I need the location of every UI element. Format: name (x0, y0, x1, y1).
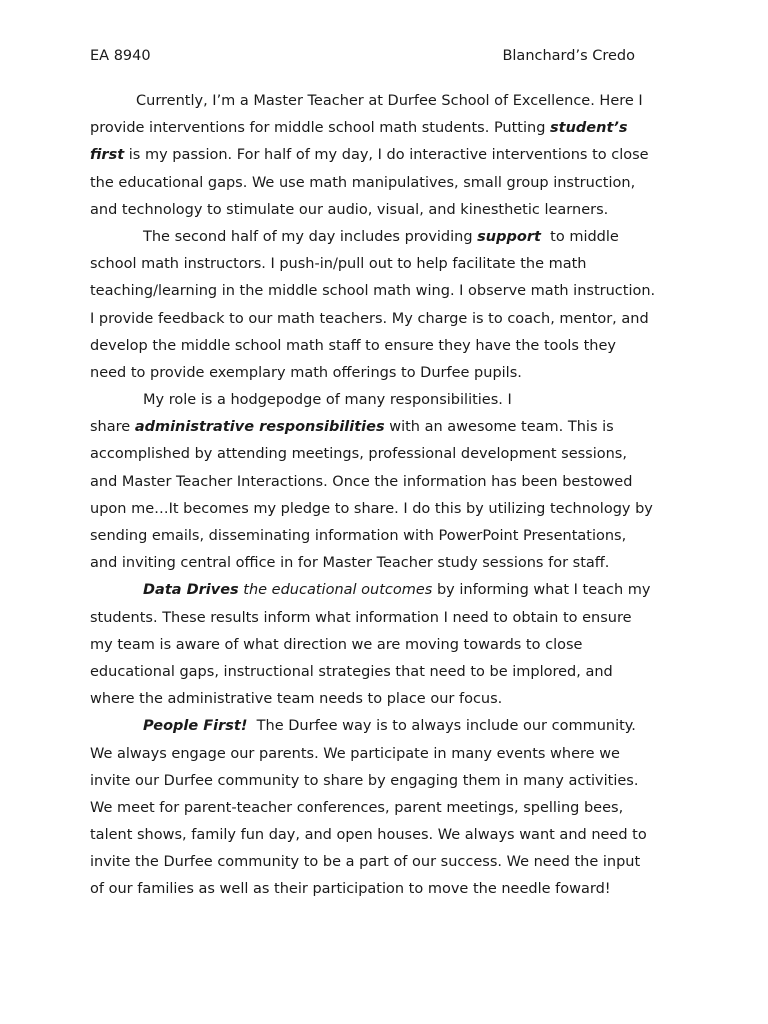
document-body (90, 88, 680, 904)
text-segment: is my passion. For half of my day, I do interactive interventions to close (124, 147, 649, 164)
text-segment: We meet for parent-teacher conferences, parent meetings, spelling bees, (90, 799, 624, 816)
text-segment: with an awesome team. This is (384, 419, 614, 436)
text-line (90, 441, 680, 468)
text-line (90, 414, 680, 441)
text-segment: talent shows, family fun day, and open houses. We always want and need to (90, 827, 647, 844)
text-segment: share (90, 419, 135, 436)
text-segment: and Master Teacher Interactions. Once the information has been bestowed (90, 473, 633, 490)
text-segment: where the administrative team needs to place our focus. (90, 691, 503, 708)
text-line (90, 686, 680, 713)
text-segment: educational gaps, instructional strategies that need to be implored, and (90, 663, 613, 680)
text-line (90, 115, 680, 142)
text-segment: develop the middle school math staff to ensure they have the tools they (90, 337, 616, 354)
text-segment: invite the Durfee community to be a part of our success. We need the input (90, 854, 641, 871)
text-line (90, 142, 680, 169)
text-segment: students. These results inform what information I need to obtain to ensure (90, 609, 632, 626)
text-line (90, 360, 680, 387)
text-segment: and technology to stimulate our audio, visual, and kinesthetic learners. (90, 201, 609, 218)
text-line (90, 496, 680, 523)
text-line (90, 306, 680, 333)
text-segment: invite our Durfee community to share by engaging them in many activities. (90, 772, 639, 789)
text-segment: My role is a hodgepodge of many responsibilities. I (143, 392, 512, 409)
text-segment: I provide feedback to our math teachers. My charge is to coach, mentor, and (90, 310, 649, 327)
text-line (90, 795, 680, 822)
text-segment: need to provide exemplary math offerings to Durfee pupils. (90, 364, 522, 381)
emphasis-text: administrative responsibilities (134, 419, 385, 436)
text-line (90, 333, 680, 360)
text-segment: accomplished by attending meetings, professional development sessions, (90, 446, 627, 463)
text-segment: to middle (540, 228, 619, 245)
text-segment: of our families as well as their participation to move the needle foward! (90, 881, 611, 898)
text-line (90, 278, 680, 305)
emphasis-text: People First! (143, 718, 248, 735)
text-segment: and inviting central office in for Master Teacher study sessions for staff. (90, 555, 610, 572)
text-line (90, 768, 680, 795)
text-line (90, 659, 680, 686)
text-segment: by informing what I teach my (432, 582, 651, 599)
text-segment: Currently, I’m a Master Teacher at Durfee School of Excellence. Here I (136, 93, 643, 109)
text-line (90, 88, 680, 115)
text-segment: school math instructors. I push-in/pull out to help facilitate the math (90, 256, 587, 273)
text-line (90, 523, 680, 550)
text-line (90, 632, 680, 659)
emphasis-text: the educational outcomes (243, 582, 433, 599)
text-line (90, 469, 680, 496)
emphasis-text: student’s (550, 120, 628, 137)
text-segment: The second half of my day includes providing (143, 228, 478, 245)
text-segment: the educational gaps. We use math manipulatives, small group instruction, (90, 174, 636, 191)
text-segment: sending emails, disseminating information with PowerPoint Presentations, (90, 528, 627, 544)
page-header (90, 45, 635, 67)
text-line (90, 251, 680, 278)
text-line (90, 876, 680, 903)
text-line (90, 605, 680, 632)
text-segment: We always engage our parents. We participate in many events where we (90, 745, 620, 762)
text-line (90, 224, 680, 251)
text-segment: my team is aware of what direction we are moving towards to close (90, 636, 583, 653)
course-code: EA 8940 (90, 48, 151, 64)
text-line (90, 170, 680, 197)
text-line (90, 577, 680, 604)
text-line (90, 822, 680, 849)
text-line (90, 713, 680, 740)
emphasis-text: support (477, 228, 541, 245)
text-line (90, 741, 680, 768)
text-line (90, 849, 680, 876)
text-segment: provide interventions for middle school math students. Putting (90, 120, 551, 137)
text-segment: upon me…It becomes my pledge to share. I do this by utilizing technology by (90, 500, 653, 517)
emphasis-text: first (90, 147, 125, 164)
emphasis-text: Data Drives (143, 582, 239, 599)
text-segment: The Durfee way is to always include our community. (247, 718, 636, 735)
text-line (90, 197, 680, 224)
document-title: Blanchard’s Credo (502, 48, 635, 64)
text-line (90, 550, 680, 577)
text-segment: teaching/learning in the middle school math wing. I observe math instruction. (90, 283, 656, 300)
text-line (90, 387, 680, 414)
